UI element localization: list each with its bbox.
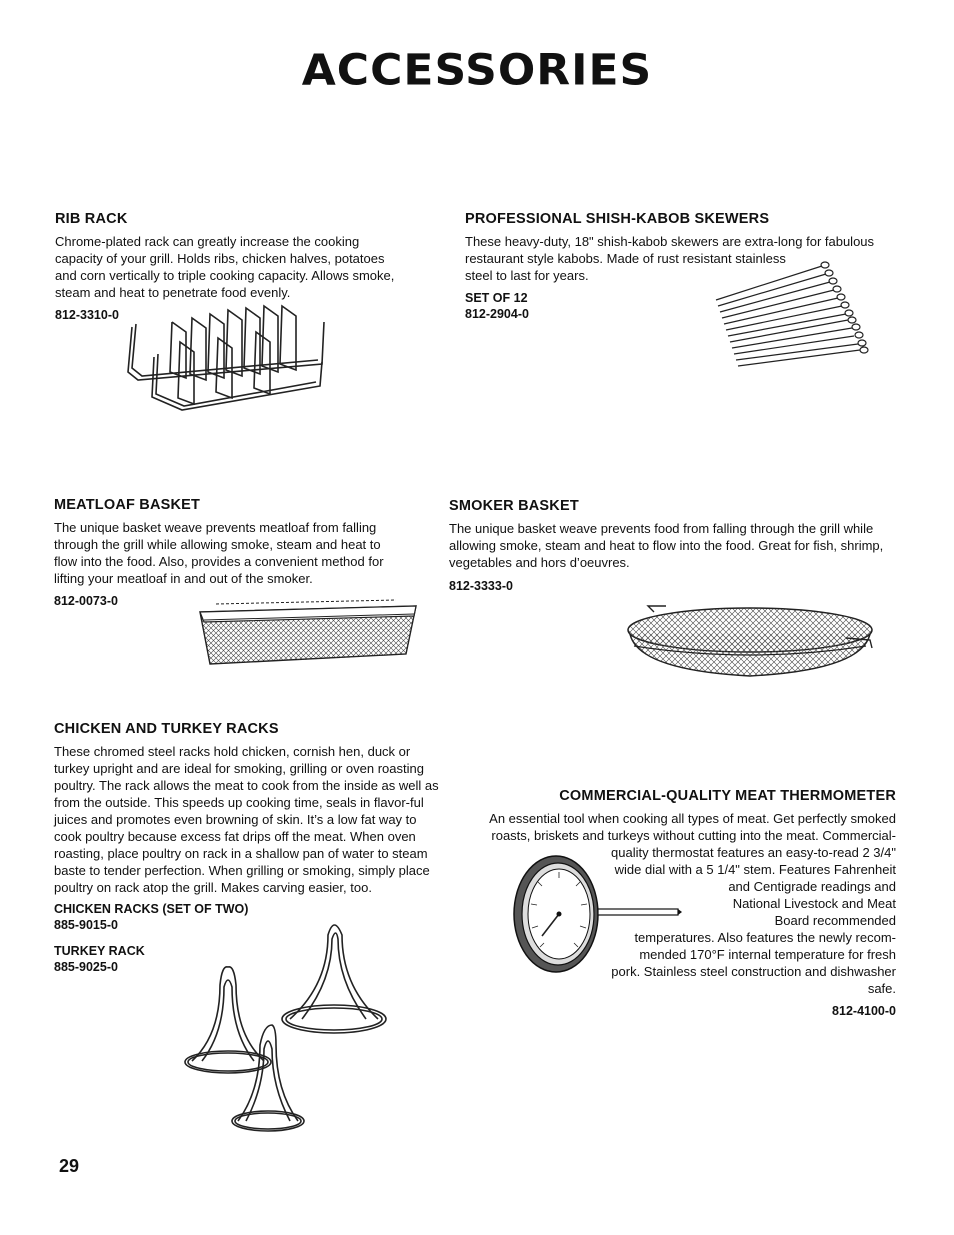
thermometer-sku: 812-4100-0 xyxy=(832,1004,896,1018)
meatloaf-basket-sku: 812-0073-0 xyxy=(54,594,118,608)
thermometer-description-line-6: National Livestock and Meat xyxy=(732,896,896,911)
smoker-basket-description: The unique basket weave prevents food from falling through the grill while allowing smoke, steam and heat to flow into the food. Great for fish, shrimp, vegetables and hors d’oeuvres. xyxy=(449,521,884,570)
skewers-sku-block xyxy=(465,290,529,322)
smoker-basket-sku: 812-3333-0 xyxy=(449,579,513,593)
thermometer-description-line-7: Board recommended xyxy=(774,913,896,928)
skewers-description-line-3: steel to last for years. xyxy=(465,268,589,283)
rib-rack-heading: RIB RACK xyxy=(55,211,128,227)
thermometer-description-line-10: pork. Stainless steel construction and dishwasher xyxy=(611,964,896,979)
turkey-rack-label: TURKEY RACK xyxy=(54,944,145,958)
turkey-rack-sku: 885-9025-0 xyxy=(54,960,118,974)
chicken-racks-sku: 885-9015-0 xyxy=(54,918,118,932)
thermometer-description-line-5: and Centigrade readings and xyxy=(728,879,896,894)
smoker-basket-image xyxy=(624,602,876,682)
skewers-set-label: SET OF 12 xyxy=(465,291,528,305)
meatloaf-basket-image xyxy=(196,598,421,668)
smoker-basket-heading: SMOKER BASKET xyxy=(449,498,579,514)
thermometer-description-line-4: wide dial with a 5 1/4" stem. Features Fahrenheit xyxy=(614,862,896,877)
thermometer-description-line-1: An essential tool when cooking all types of meat. Get perfectly smoked xyxy=(489,811,896,826)
skewers-sku: 812-2904-0 xyxy=(465,307,529,321)
poultry-racks-heading: CHICKEN AND TURKEY RACKS xyxy=(54,721,279,737)
rib-rack-sku: 812-3310-0 xyxy=(55,308,119,322)
meatloaf-basket-heading: MEATLOAF BASKET xyxy=(54,497,201,513)
thermometer-description-line-9: mended 170°F internal temperature for fresh xyxy=(639,947,896,962)
meatloaf-basket-description: The unique basket weave prevents meatloaf from falling through the grill while allowing smoke, steam and heat to flow into the food. Also, provides a convenient method for lifting your meatloaf in and out of the smoker. xyxy=(54,520,384,586)
skewers-heading: PROFESSIONAL SHISH-KABOB SKEWERS xyxy=(465,211,770,227)
skewers-image xyxy=(712,260,872,372)
thermometer-description-line-11: safe. xyxy=(867,981,896,996)
poultry-racks-description: These chromed steel racks hold chicken, cornish hen, duck or turkey upright and are ideal for smoking, grilling or oven roasting poultry. The rack allows the meat to cook from the inside as well as from the outside. This speeds up cooking time, seals in flavor-ful juices and promotes even browning of skin. It’s a low fat way to cook poultry because excess fat drips off the meat. When oven roasting, place poultry on rack in a shallow pan of water to steam baste to tender perfection. When grilling or smoking, simply place poultry on rack atop the grill. Makes carving easier, too. xyxy=(54,744,439,895)
skewers-description-line-2: restaurant style kabobs. Made of rust resistant stainless xyxy=(465,251,786,266)
thermometer-image xyxy=(512,854,682,978)
skewers-description-line-1: These heavy-duty, 18" shish-kabob skewers are extra-long for fabulous xyxy=(465,234,875,249)
page-number: 29 xyxy=(59,1156,80,1176)
thermometer-heading: COMMERCIAL-QUALITY MEAT THERMOMETER xyxy=(559,788,896,804)
chicken-racks-label: CHICKEN RACKS (SET OF TWO) xyxy=(54,902,249,916)
rib-rack-description: Chrome-plated rack can greatly increase the cooking capacity of your grill. Holds ribs, chicken halves, potatoes and corn vertically to triple cooking capacity. Allows smoke, steam and heat to penetrate food evenly. xyxy=(55,234,395,300)
rib-rack-image xyxy=(122,302,327,414)
page-title: ACCESSORIES xyxy=(301,45,653,96)
poultry-racks-image xyxy=(180,915,390,1137)
turkey-rack-sku-block xyxy=(54,943,145,975)
thermometer-description-line-3: quality thermostat features an easy-to-read 2 3/4" xyxy=(611,845,896,860)
thermometer-description-line-8: temperatures. Also features the newly recom- xyxy=(634,930,896,945)
thermometer-description-line-2: roasts, briskets and turkeys without cutting into the meat. Commercial- xyxy=(491,828,896,843)
